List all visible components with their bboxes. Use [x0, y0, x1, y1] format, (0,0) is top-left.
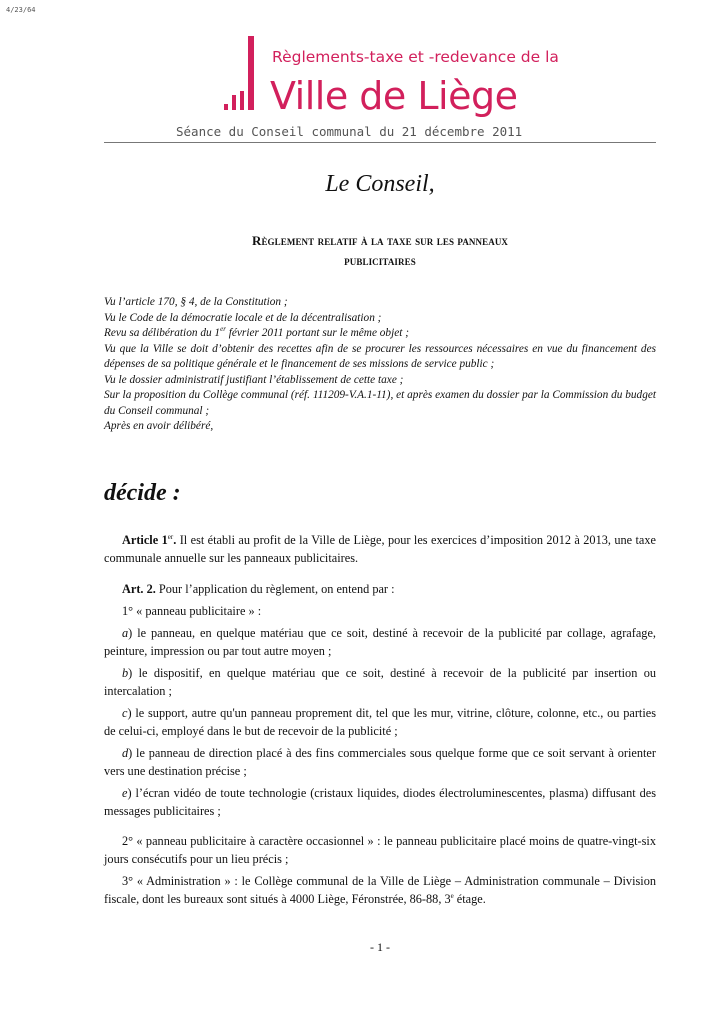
logo-subtitle: Règlements-taxe et -redevance de la — [272, 48, 559, 66]
preamble-delibere: Après en avoir délibéré, — [104, 420, 214, 432]
definition-1a: a) le panneau, en quelque matériau que ce soit, destiné à recevoir de la publicité par collage, agrafage, peinture, impression ou par tout autre moyen ; — [104, 626, 656, 658]
definition-1b: b) le dispositif, en quelque matériau que ce soit, destiné à recevoir de la publicité par insertion ou intercalation ; — [104, 666, 656, 698]
definition-1: 1° « panneau publicitaire » : — [122, 604, 262, 618]
preamble-proposition: Sur la proposition du Collège communal (réf. 111209-V.A.1-11), et après examen du dossier par la Commission du budget du Conseil communal ; — [104, 389, 656, 417]
logo-title: Ville de Liège — [270, 74, 518, 118]
page-number: - 1 - — [370, 940, 390, 954]
preamble-vu-constitution: Vu l’article 170, § 4, de la Constitution ; — [104, 296, 288, 308]
definition-1d: d) le panneau de direction placé à des fins commerciales sous quelque forme que ce soit servant à orienter vers une destination précise ; — [104, 746, 656, 778]
document-reference: 4/23/64 — [6, 6, 36, 14]
preamble-vu-recettes: Vu que la Ville se doit d’obtenir des recettes afin de se procurer les ressources nécessaires en vue du financement des dépenses de sa politique générale et le financement de ses missions de service public ; — [104, 342, 656, 370]
regulation-title-line2: publicitaires — [344, 253, 416, 268]
heading-le-conseil: Le Conseil, — [325, 171, 435, 197]
heading-decide: décide : — [104, 480, 181, 506]
article-1: Article 1er. Il est établi au profit de la Ville de Liège, pour les exercices d’imposition 2012 à 2013, une taxe communale annuelle sur les panneaux publicitaires. — [104, 532, 656, 565]
regulation-title — [104, 231, 656, 271]
definition-1c: c) le support, autre qu'un panneau proprement dit, tel que les mur, vitrine, clôture, colonne, etc., ou parties de celui-ci, employé dans le but de recevoir de la publicité ; — [104, 706, 656, 738]
article-1-label: Article 1 — [122, 533, 168, 547]
preamble-revu: Revu sa délibération du 1er février 2011 portant sur le même objet ; — [104, 325, 409, 339]
preamble-vu-code: Vu le Code de la démocratie locale et de la décentralisation ; — [104, 311, 382, 324]
article-2-label: Art. 2. — [122, 582, 156, 596]
definition-2: 2° « panneau publicitaire à caractère occasionnel » : le panneau publicitaire placé moins de quatre-vingt-six jours consécutifs pour un lieu précis ; — [104, 834, 656, 866]
preamble-vu-dossier: Vu le dossier administratif justifiant l’établissement de cette taxe ; — [104, 373, 404, 386]
definition-3: 3° « Administration » : le Collège communal de la Ville de Liège – Administration communale – Division fiscale, dont les bureaux sont situés à 4000 Liège, Féronstrée, 86-88, 3e étage. — [104, 874, 656, 906]
header-divider — [104, 142, 656, 143]
logo-bar-4 — [248, 36, 254, 110]
regulation-title-line1: Règlement relatif à la taxe sur les panneaux — [251, 233, 509, 248]
logo-bar-3 — [240, 91, 244, 110]
article-1-text: Il est établi au profit de la Ville de Liège, pour les exercices d’imposition 2012 à 2013, une taxe communale annuelle sur les panneaux publicitaires. — [104, 533, 656, 565]
preamble — [104, 295, 656, 435]
logo-bar-2 — [232, 95, 236, 110]
seance-line: Séance du Conseil communal du 21 décembre 2011 — [176, 124, 523, 139]
logo-bar-1 — [224, 104, 228, 110]
article-2: Art. 2. Pour l’application du règlement, on entend par : 1° « panneau publicitaire » : a) le panneau, en quelque matériau que ce soit, destiné à recevoir de la publicité par collage, agrafage, peinture, impression ou par tout autre moyen ; b) le dispositif, en quelque matériau que ce soit, destiné à recevoir de la publicité par insertion ou intercalation ; c) le support, autre qu'un panneau proprement dit, tel que les mur, vitrine, clôture, colonne, etc., ou parties de celui-ci, employé dans le but de recevoir de la publicité ; d) le panneau de direction placé à des fins commerciales sous quelque forme que ce soit servant à orienter vers une destination précise ; e) l’écran vidéo de toute technologie (cristaux liquides, diodes électroluminescentes, plasma) diffusant des messages publicitaires ; 2° « panneau publicitaire à caractère occasionnel » : le panneau publicitaire placé moins de quatre-vingt-six jours consécutifs pour un lieu précis ; 3° « Administration » : le Collège communal de la Ville de Liège – Administration communale – Division fiscale, dont les bureaux sont situés à 4000 Liège, Féronstrée, 86-88, 3e étage. — [104, 582, 656, 906]
definition-1e: e) l’écran vidéo de toute technologie (cristaux liquides, diodes électroluminescentes, plasma) diffusant des messages publicitaires ; — [104, 786, 656, 818]
ville-de-liege-logo-bars — [224, 36, 258, 110]
